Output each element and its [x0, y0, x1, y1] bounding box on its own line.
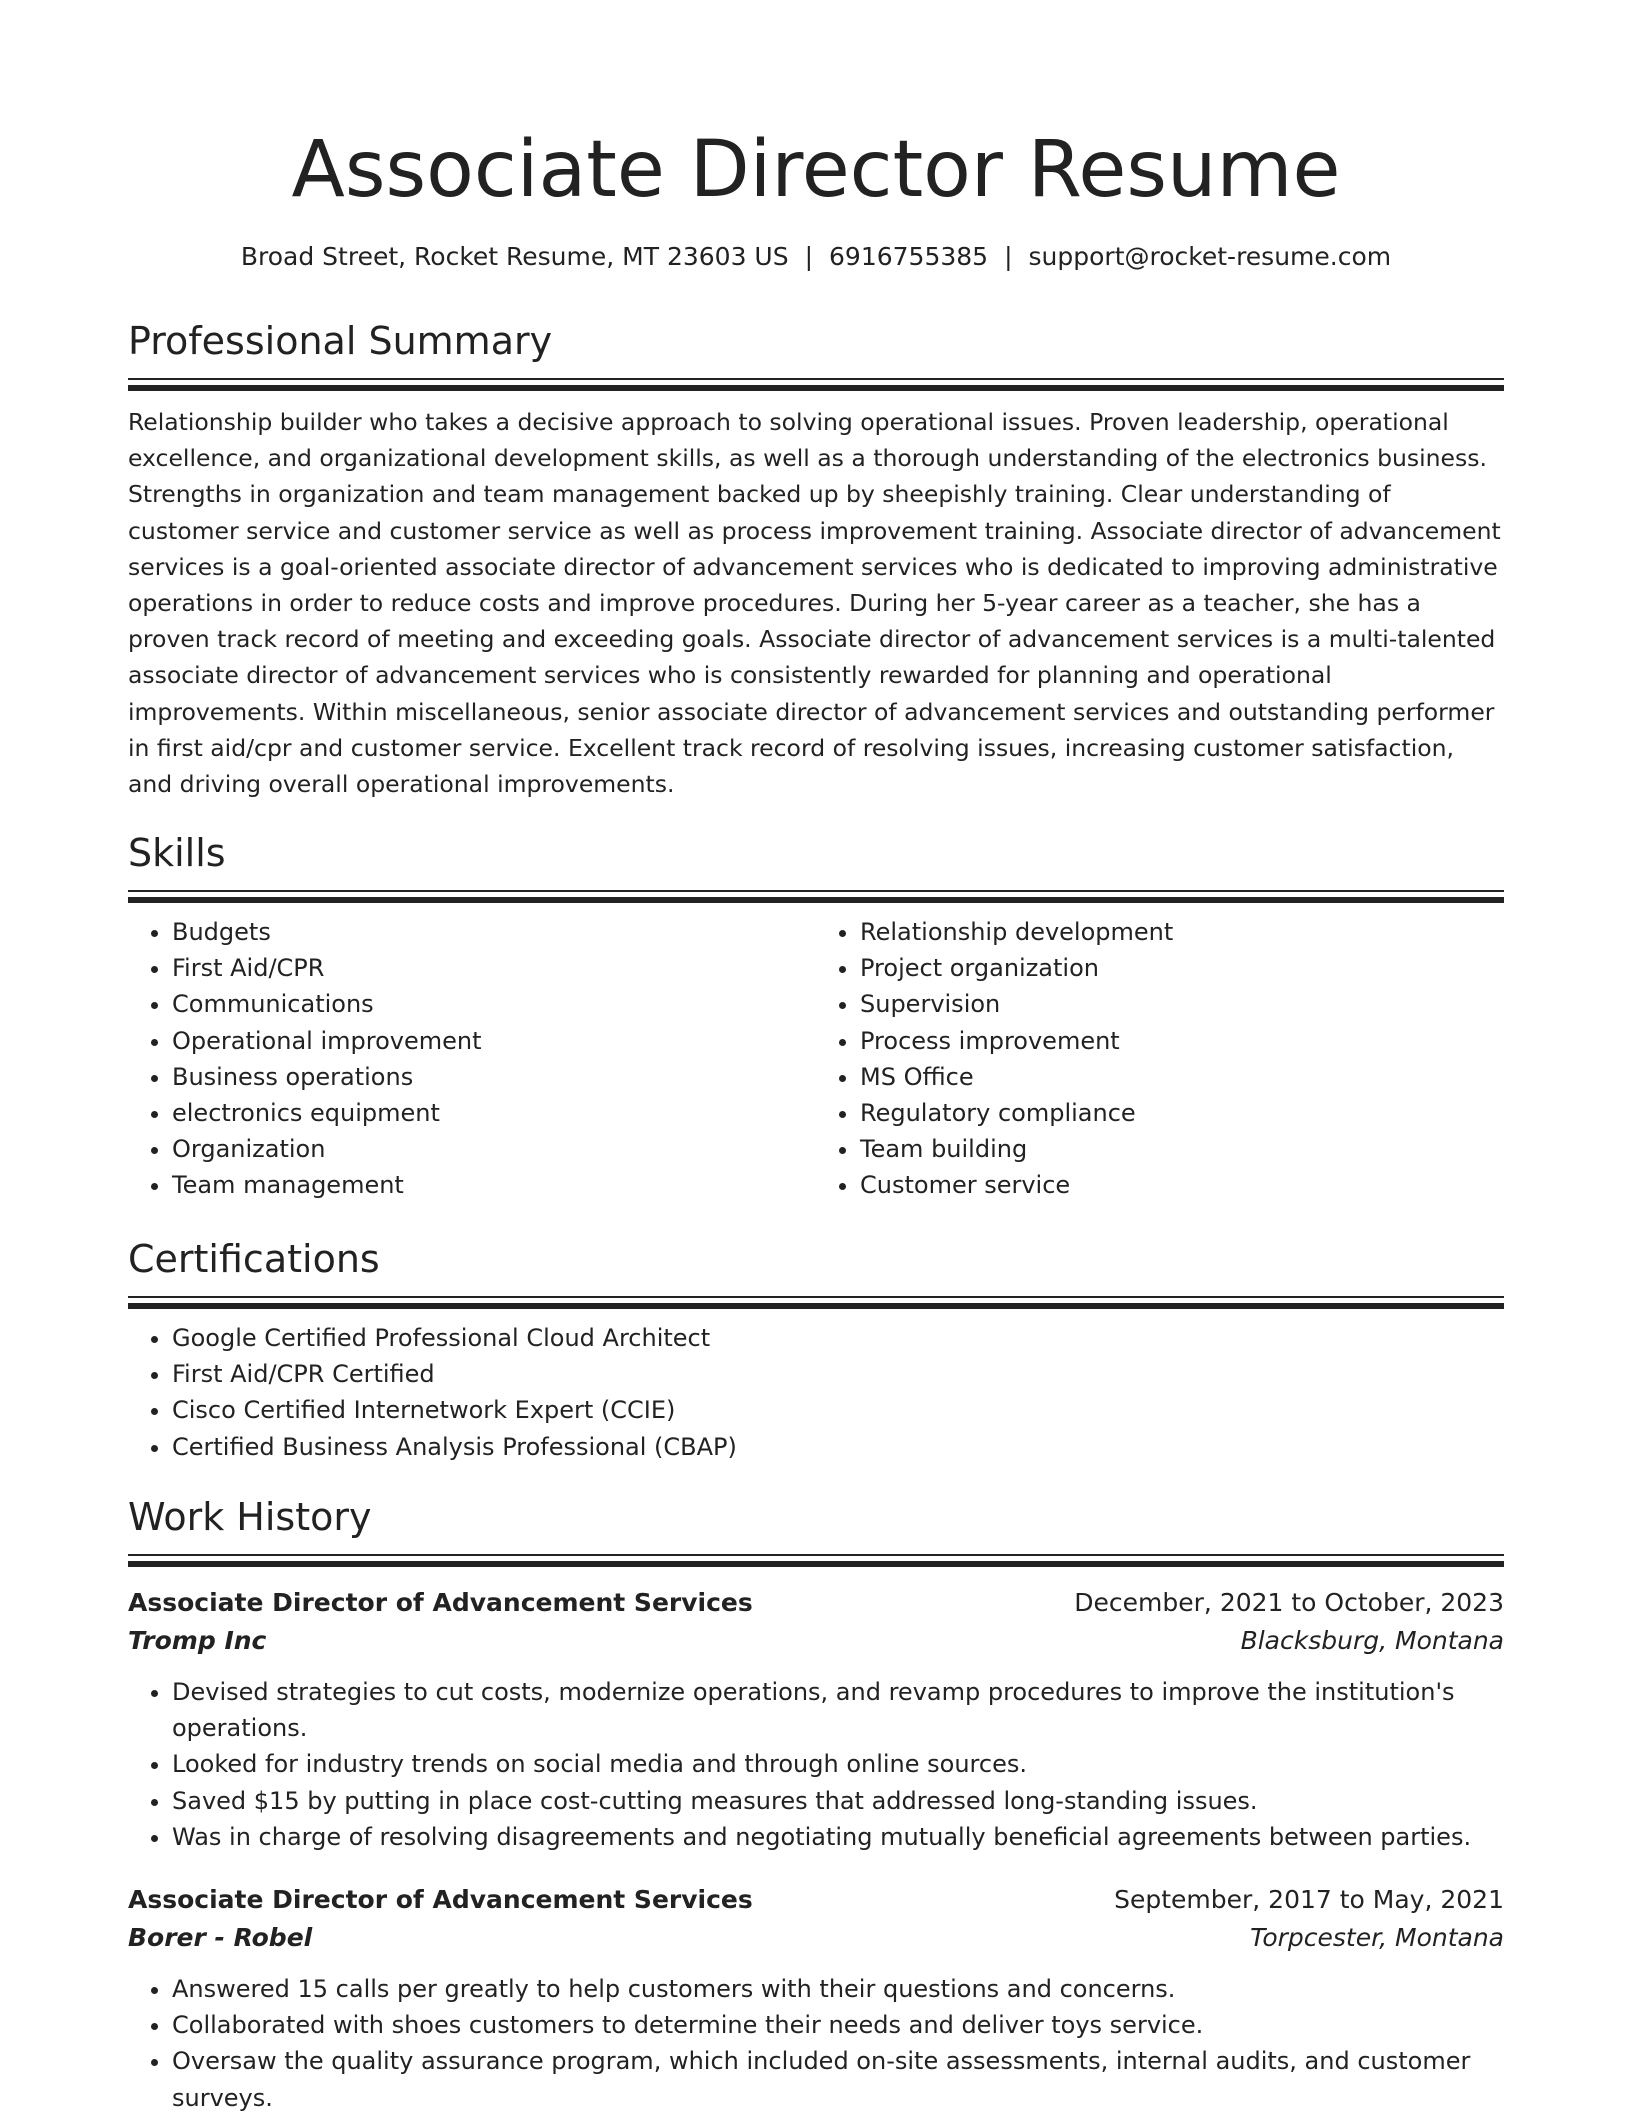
job-subheader [128, 1919, 1504, 1957]
resume-page [128, 0, 1504, 2112]
job-entry [128, 1584, 1504, 1855]
summary-text: Relationship builder who takes a decisive approach to solving operational issues. Proven leadership, operational excellence, and organizational development skills, as well as a thorough understanding of the electronics business. Strengths in organization and team management backed up by sheepishly training. Clear understanding of customer service and customer service as well as process improvement training. Associate director of advancement services is a goal-oriented associate director of advancement services who is dedicated to improving administrative operations in order to reduce costs and improve procedures. During her 5-year career as a teacher, she has a proven track record of meeting and exceeding goals. Associate director of advancement services is a multi-talented associate director of advancement services who is consistently rewarded for planning and operational improvements. Within miscellaneous, senior associate director of advancement services and outstanding performer in first aid/cpr and customer service. Excellent track record of resolving issues, increasing customer satisfaction, and driving overall operational improvements. [128, 408, 1501, 799]
job-dates: December, 2021 to October, 2023 [1074, 1588, 1504, 1617]
skill-item: • Supervision [860, 986, 1504, 1022]
job-subheader [128, 1622, 1504, 1660]
job-location: Blacksburg, Montana [1240, 1626, 1504, 1655]
skill-item: • Organization [172, 1131, 816, 1167]
skill-item: • Team management [172, 1167, 816, 1203]
skill-item: • Process improvement [860, 1023, 1504, 1059]
certification-item: • Google Certified Professional Cloud Architect [172, 1320, 1504, 1356]
job-header [128, 1584, 1504, 1622]
resume-title: Associate Director Resume [291, 125, 1341, 215]
skill-item: • Business operations [172, 1059, 816, 1095]
skill-item: • electronics equipment [172, 1095, 816, 1131]
skills-list-left [128, 914, 816, 1204]
work-history-heading: Work History [128, 1495, 372, 1539]
skill-item: • Project organization [860, 950, 1504, 986]
skills-columns [128, 914, 1504, 1204]
job-bullet: • Was in charge of resolving disagreements and negotiating mutually beneficial agreements between parties. [172, 1819, 1504, 1855]
contact-phone: 6916755385 [829, 242, 989, 271]
work-history-section [128, 1492, 1504, 2116]
skill-item: • MS Office [860, 1059, 1504, 1095]
certifications-section [128, 1234, 1504, 1465]
skill-item: • Relationship development [860, 914, 1504, 950]
skill-item: • Communications [172, 986, 816, 1022]
section-divider [128, 1296, 1504, 1312]
job-bullet: • Oversaw the quality assurance program, which included on-site assessments, internal audits, and customer surveys. [172, 2043, 1504, 2115]
contact-separator: | [1004, 242, 1013, 271]
contact-address: Broad Street, Rocket Resume, MT 23603 US [240, 242, 789, 271]
job-header [128, 1881, 1504, 1919]
job-bullet: • Saved $15 by putting in place cost-cutting measures that addressed long-standing issues. [172, 1783, 1504, 1819]
job-dates: September, 2017 to May, 2021 [1114, 1885, 1504, 1915]
job-location: Torpcester, Montana [1250, 1923, 1504, 1953]
certifications-heading: Certifications [128, 1237, 380, 1281]
certification-item: • Cisco Certified Internetwork Expert (CCIE) [172, 1392, 1504, 1428]
contact-email: support@rocket-resume.com [1028, 242, 1392, 271]
certification-item: • Certified Business Analysis Professional (CBAP) [172, 1429, 1504, 1465]
skill-item: • Team building [860, 1131, 1504, 1167]
skills-heading: Skills [128, 831, 226, 875]
job-bullet: • Devised strategies to cut costs, modernize operations, and revamp procedures to improve the institution's operations. [172, 1674, 1504, 1746]
skill-item: • Customer service [860, 1167, 1504, 1203]
job-company: Tromp Inc [128, 1626, 267, 1655]
skill-item: • Regulatory compliance [860, 1095, 1504, 1131]
skill-item: • Budgets [172, 914, 816, 950]
contact-separator: | [804, 242, 814, 271]
job-bullet: • Looked for industry trends on social media and through online sources. [172, 1746, 1504, 1782]
summary-heading: Professional Summary [128, 319, 553, 363]
job-bullet: • Answered 15 calls per greatly to help customers with their questions and concerns. [172, 1971, 1504, 2007]
job-title: Associate Director of Advancement Services [128, 1588, 753, 1617]
certification-item: • First Aid/CPR Certified [172, 1356, 1504, 1392]
job-company: Borer - Robel [128, 1923, 313, 1953]
section-divider [128, 378, 1504, 394]
section-divider [128, 890, 1504, 906]
job-bullets [128, 1674, 1504, 1855]
job-title: Associate Director of Advancement Services [128, 1885, 753, 1915]
job-bullets [128, 1971, 1504, 2116]
summary-section [128, 316, 1504, 802]
skill-item: • First Aid/CPR [172, 950, 816, 986]
job-entry [128, 1881, 1504, 2116]
skills-section [128, 828, 1504, 1204]
job-bullet: • Collaborated with shoes customers to determine their needs and deliver toys service. [172, 2007, 1504, 2043]
contact-line [128, 240, 1504, 274]
certifications-list [128, 1320, 1504, 1465]
section-divider [128, 1554, 1504, 1570]
skills-list-right [816, 914, 1504, 1204]
skill-item: • Operational improvement [172, 1023, 816, 1059]
